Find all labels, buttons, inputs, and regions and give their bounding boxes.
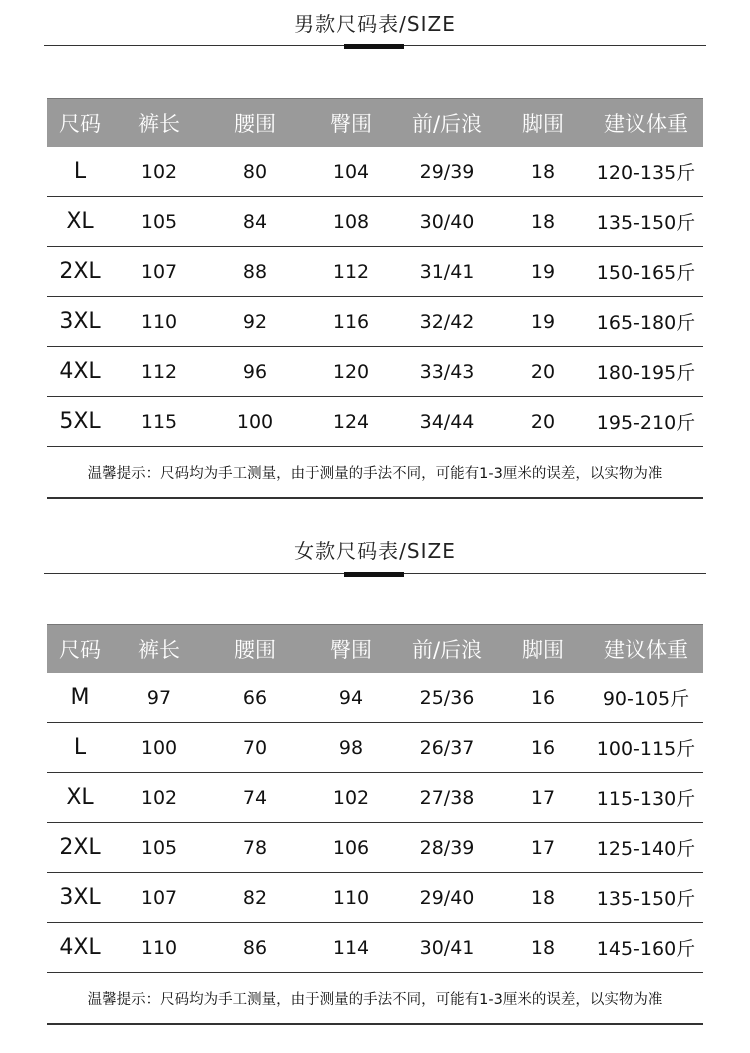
size-cell: 4XL	[47, 347, 113, 397]
table-cell: 18	[497, 923, 589, 973]
table-row	[47, 923, 703, 973]
table-header-row	[47, 99, 703, 148]
table-cell: 100	[113, 723, 205, 773]
men-title-accent-bar	[344, 44, 404, 49]
table-cell: 100	[205, 397, 305, 447]
table-cell: 30/40	[397, 197, 497, 247]
table-cell: 86	[205, 923, 305, 973]
table-row	[47, 147, 703, 197]
table-cell: 18	[497, 873, 589, 923]
table-cell: 112	[113, 347, 205, 397]
table-row	[47, 823, 703, 873]
table-cell: 105	[113, 823, 205, 873]
note-row	[47, 973, 703, 1025]
table-cell: 108	[305, 197, 397, 247]
measurement-note: 温馨提示：尺码均为手工测量，由于测量的手法不同，可能有1-3厘米的误差，以实物为准	[47, 447, 703, 499]
column-header: 裤长	[113, 99, 205, 148]
table-cell: 82	[205, 873, 305, 923]
table-cell: 102	[305, 773, 397, 823]
size-cell: 3XL	[47, 297, 113, 347]
column-header: 尺码	[47, 99, 113, 148]
men-size-table	[47, 98, 703, 499]
table-cell: 104	[305, 147, 397, 197]
table-cell: 150-165斤	[589, 247, 703, 297]
note-row	[47, 447, 703, 499]
table-cell: 135-150斤	[589, 197, 703, 247]
table-cell: 97	[113, 673, 205, 723]
column-header: 尺码	[47, 625, 113, 674]
column-header: 前/后浪	[397, 99, 497, 148]
table-cell: 110	[113, 923, 205, 973]
column-header: 腰围	[205, 99, 305, 148]
measurement-note: 温馨提示：尺码均为手工测量，由于测量的手法不同，可能有1-3厘米的误差，以实物为准	[47, 973, 703, 1025]
women-size-title: 女款尺码表/SIZE	[294, 539, 456, 563]
table-row	[47, 873, 703, 923]
table-cell: 114	[305, 923, 397, 973]
table-cell: 92	[205, 297, 305, 347]
table-cell: 96	[205, 347, 305, 397]
table-row	[47, 347, 703, 397]
table-row	[47, 773, 703, 823]
table-cell: 29/40	[397, 873, 497, 923]
women-title-accent-bar	[344, 572, 404, 577]
table-cell: 124	[305, 397, 397, 447]
table-cell: 90-105斤	[589, 673, 703, 723]
table-cell: 165-180斤	[589, 297, 703, 347]
column-header: 脚围	[497, 99, 589, 148]
column-header: 裤长	[113, 625, 205, 674]
column-header: 前/后浪	[397, 625, 497, 674]
size-cell: 5XL	[47, 397, 113, 447]
table-cell: 18	[497, 197, 589, 247]
table-cell: 110	[113, 297, 205, 347]
table-cell: 16	[497, 723, 589, 773]
table-cell: 94	[305, 673, 397, 723]
table-cell: 120-135斤	[589, 147, 703, 197]
table-cell: 20	[497, 347, 589, 397]
table-cell: 78	[205, 823, 305, 873]
table-cell: 116	[305, 297, 397, 347]
table-row	[47, 397, 703, 447]
table-cell: 88	[205, 247, 305, 297]
table-cell: 29/39	[397, 147, 497, 197]
table-cell: 105	[113, 197, 205, 247]
table-cell: 27/38	[397, 773, 497, 823]
table-cell: 19	[497, 247, 589, 297]
table-cell: 145-160斤	[589, 923, 703, 973]
table-cell: 135-150斤	[589, 873, 703, 923]
table-cell: 110	[305, 873, 397, 923]
size-cell: XL	[47, 197, 113, 247]
size-cell: 2XL	[47, 247, 113, 297]
table-cell: 17	[497, 773, 589, 823]
table-cell: 19	[497, 297, 589, 347]
table-cell: 98	[305, 723, 397, 773]
table-cell: 84	[205, 197, 305, 247]
table-cell: 112	[305, 247, 397, 297]
table-cell: 18	[497, 147, 589, 197]
size-cell: L	[47, 147, 113, 197]
size-cell: 3XL	[47, 873, 113, 923]
table-cell: 16	[497, 673, 589, 723]
table-cell: 115	[113, 397, 205, 447]
table-cell: 120	[305, 347, 397, 397]
table-cell: 100-115斤	[589, 723, 703, 773]
size-cell: 2XL	[47, 823, 113, 873]
size-cell: L	[47, 723, 113, 773]
table-cell: 74	[205, 773, 305, 823]
table-cell: 25/36	[397, 673, 497, 723]
size-cell: M	[47, 673, 113, 723]
table-row	[47, 723, 703, 773]
table-cell: 17	[497, 823, 589, 873]
table-cell: 125-140斤	[589, 823, 703, 873]
women-size-table	[47, 624, 703, 1025]
table-cell: 34/44	[397, 397, 497, 447]
column-header: 脚围	[497, 625, 589, 674]
table-cell: 20	[497, 397, 589, 447]
column-header: 建议体重	[589, 99, 703, 148]
table-cell: 195-210斤	[589, 397, 703, 447]
table-header-row	[47, 625, 703, 674]
table-cell: 102	[113, 773, 205, 823]
table-cell: 107	[113, 247, 205, 297]
men-size-title: 男款尺码表/SIZE	[294, 12, 456, 36]
table-cell: 32/42	[397, 297, 497, 347]
size-cell: 4XL	[47, 923, 113, 973]
table-cell: 31/41	[397, 247, 497, 297]
table-cell: 26/37	[397, 723, 497, 773]
table-row	[47, 673, 703, 723]
column-header: 腰围	[205, 625, 305, 674]
table-row	[47, 197, 703, 247]
table-cell: 102	[113, 147, 205, 197]
table-cell: 80	[205, 147, 305, 197]
column-header: 建议体重	[589, 625, 703, 674]
table-cell: 180-195斤	[589, 347, 703, 397]
table-cell: 107	[113, 873, 205, 923]
table-cell: 66	[205, 673, 305, 723]
table-cell: 106	[305, 823, 397, 873]
table-cell: 30/41	[397, 923, 497, 973]
table-cell: 115-130斤	[589, 773, 703, 823]
table-cell: 28/39	[397, 823, 497, 873]
column-header: 臀围	[305, 99, 397, 148]
table-cell: 33/43	[397, 347, 497, 397]
table-cell: 70	[205, 723, 305, 773]
size-cell: XL	[47, 773, 113, 823]
table-row	[47, 297, 703, 347]
table-row	[47, 247, 703, 297]
column-header: 臀围	[305, 625, 397, 674]
